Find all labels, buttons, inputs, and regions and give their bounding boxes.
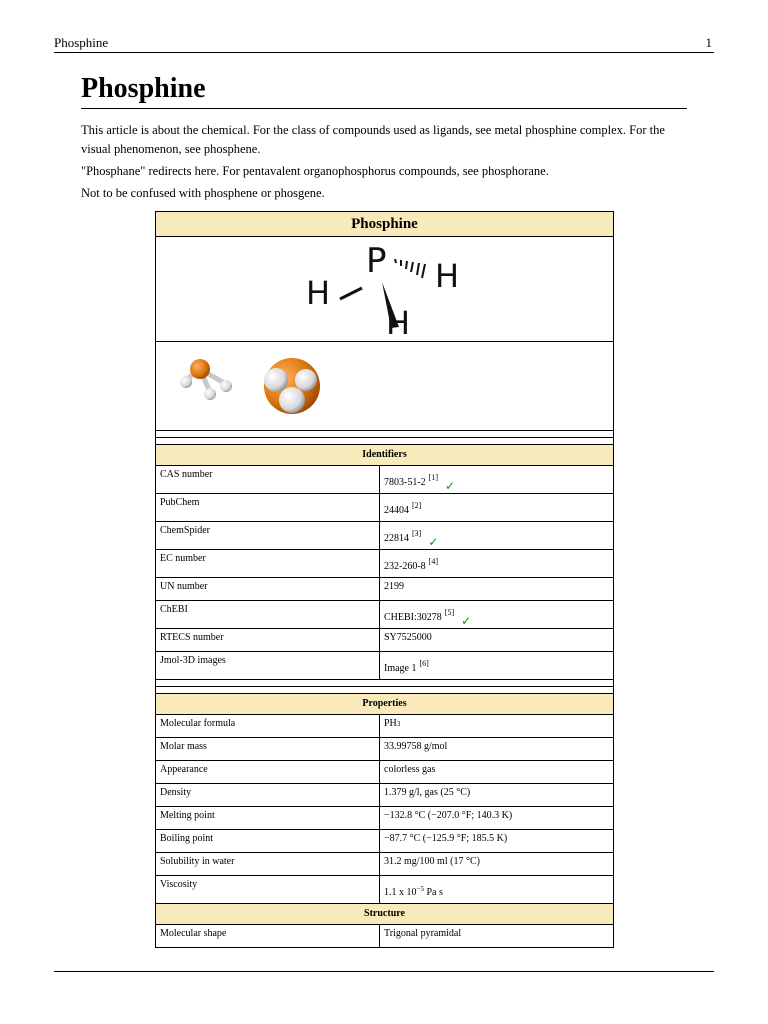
bond-left xyxy=(340,288,362,299)
reference-link[interactable]: [3] xyxy=(412,529,422,538)
verified-check-icon: ✓ xyxy=(445,479,456,493)
property-row-molar-mass: Molar mass 33.99758 g/mol xyxy=(156,738,613,761)
atom-h-right: H xyxy=(435,257,460,295)
verified-check-icon: ✓ xyxy=(428,535,439,549)
footer-rule xyxy=(54,971,714,972)
structural-formula-image xyxy=(156,237,613,342)
jmol-image-link[interactable]: Image 1 xyxy=(384,663,417,674)
property-row-density: Density 1.379 g/l, gas (25 °C) xyxy=(156,784,613,807)
identifier-row-un: UN number 2199 xyxy=(156,578,613,601)
identifier-row-cas: CAS number 7803-51-2 [1] ✓ xyxy=(156,466,613,494)
property-row-formula: Molecular formula PH 3 xyxy=(156,715,613,738)
identifier-row-pubchem: PubChem 24404 [2] xyxy=(156,494,613,522)
reference-link[interactable]: [2] xyxy=(412,501,422,510)
molecule-models-svg xyxy=(156,342,613,430)
identifier-row-ec: EC number 232-260-8 [4] xyxy=(156,550,613,578)
identifier-row-chebi: ChEBI CHEBI:30278 [5] ✓ xyxy=(156,601,613,629)
identifier-row-chemspider: ChemSpider 22814 [3] ✓ xyxy=(156,522,613,550)
space-filling-model xyxy=(264,358,320,414)
section-structure: Structure xyxy=(156,904,613,925)
page-title: Phosphine xyxy=(81,72,687,109)
identifier-row-jmol: Jmol-3D images Image 1 [6] xyxy=(156,652,613,680)
atom-p: P xyxy=(366,241,387,281)
structure-row-shape: Molecular shape Trigonal pyramidal xyxy=(156,925,613,947)
structural-formula-svg xyxy=(156,237,613,341)
atom-h-left: H xyxy=(306,274,331,312)
property-row-appearance: Appearance colorless gas xyxy=(156,761,613,784)
hatnote-1: This article is about the chemical. For the class of compounds used as ligands, see metal phosphine complex. For the visual phenomenon, see phosphene. xyxy=(81,123,665,156)
verified-check-icon: ✓ xyxy=(461,614,472,628)
hatnote-3: Not to be confused with phosphene or phosgene. xyxy=(81,186,325,200)
reference-link[interactable]: [1] xyxy=(428,473,438,482)
atom-h-bottom: H xyxy=(386,304,411,341)
section-identifiers: Identifiers xyxy=(156,445,613,466)
hatnote-2: "Phosphane" redirects here. For pentavalent organophosphorus compounds, see phosphorane. xyxy=(81,164,549,178)
running-header xyxy=(54,36,714,53)
reference-link[interactable]: [4] xyxy=(428,557,438,566)
chembox xyxy=(155,211,614,948)
property-row-boiling-point: Boiling point −87.7 °C (−125.9 °F; 185.5 K) xyxy=(156,830,613,853)
reference-link[interactable]: [5] xyxy=(444,608,455,617)
property-row-solubility: Solubility in water 31.2 mg/100 ml (17 °C) xyxy=(156,853,613,876)
running-header-title: Phosphine xyxy=(54,35,109,50)
identifier-row-rtecs: RTECS number SY7525000 xyxy=(156,629,613,652)
section-properties: Properties xyxy=(156,694,613,715)
molecule-models-image xyxy=(156,342,613,431)
chembox-title: Phosphine xyxy=(156,212,613,237)
property-row-viscosity: Viscosity 1.1 x 10 $^{-5}$ Pa s xyxy=(156,876,613,904)
reference-link[interactable]: [6] xyxy=(419,659,429,668)
ball-and-stick-model xyxy=(180,359,232,400)
hatnotes xyxy=(81,121,691,206)
bond-hash xyxy=(395,259,425,278)
property-row-melting-point: Melting point −132.8 °C (−207.0 °F; 140.3 K) xyxy=(156,807,613,830)
page-number: 1 xyxy=(705,35,712,50)
